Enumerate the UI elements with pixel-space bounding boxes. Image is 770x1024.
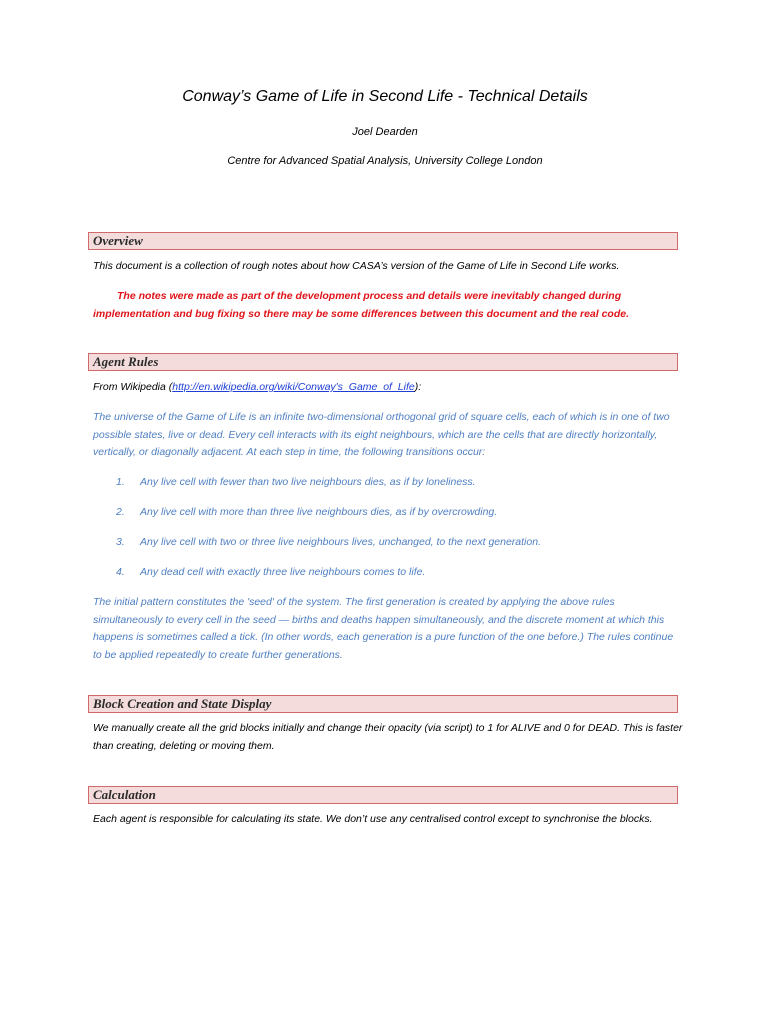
rule-item [116, 474, 676, 492]
wikipedia-source-line [93, 379, 683, 397]
document-author: Joel Dearden [352, 126, 418, 138]
rule-text: Any live cell with two or three live neighbours lives, unchanged, to the next generation. [140, 536, 541, 548]
rule-number: 3. [116, 536, 125, 548]
rule-item [116, 564, 676, 582]
source-prefix: From Wikipedia ( [93, 381, 173, 393]
rule-text: Any dead cell with exactly three live neighbours comes to life. [140, 566, 426, 578]
overview-text: This document is a collection of rough notes about how CASA’s version of the Game of Life in Second Life works. [93, 260, 620, 272]
rule-number: 2. [116, 506, 125, 518]
rule-text: Any live cell with fewer than two live neighbours dies, as if by loneliness. [140, 476, 476, 488]
overview-notice: The notes were made as part of the development process and details were inevitably changed during implementation and bug fixing so there may be some differences between this document and the real code. [93, 290, 630, 320]
section-heading-overview: Overview [88, 232, 678, 250]
rule-number: 4. [116, 566, 125, 578]
wikipedia-link[interactable]: http://en.wikipedia.org/wiki/Conway's_Game_of_Life [172, 381, 415, 393]
rule-item [116, 534, 676, 552]
section-heading-calculation: Calculation [88, 786, 678, 804]
source-suffix: ): [414, 381, 422, 393]
rules-intro: The universe of the Game of Life is an infinite two-dimensional orthogonal grid of square cells, each of which is in one of two possible states, live or dead. Every cell interacts with its eight neighbours, which are the cells that are directly horizontally, vertically, or diagonally adjacent. At each step in time, the following transitions occur: [93, 411, 670, 458]
rules-outro: The initial pattern constitutes the 'seed' of the system. The first generation is created by applying the above rules simultaneously to every cell in the seed — births and deaths happen simultaneously, and the discrete moment at which this happens is sometimes called a tick. (In other words, each generation is a pure function of the one before.) The rules continue to be applied repeatedly to create further generations. [93, 596, 674, 661]
block-creation-text: We manually create all the grid blocks initially and change their opacity (via script) to 1 for ALIVE and 0 for DEAD. This is faster than creating, deleting or moving them. [93, 722, 683, 752]
calculation-text: Each agent is responsible for calculating its state. We don’t use any centralised control except to synchronise the blocks. [93, 813, 653, 825]
rule-number: 1. [116, 476, 125, 488]
document-affiliation: Centre for Advanced Spatial Analysis, University College London [227, 155, 543, 167]
rule-item [116, 504, 676, 522]
rule-text: Any live cell with more than three live neighbours dies, as if by overcrowding. [140, 506, 498, 518]
document-title: Conway’s Game of Life in Second Life - Technical Details [182, 88, 588, 105]
section-heading-agent-rules: Agent Rules [88, 353, 678, 371]
section-heading-block-creation: Block Creation and State Display [88, 695, 678, 713]
